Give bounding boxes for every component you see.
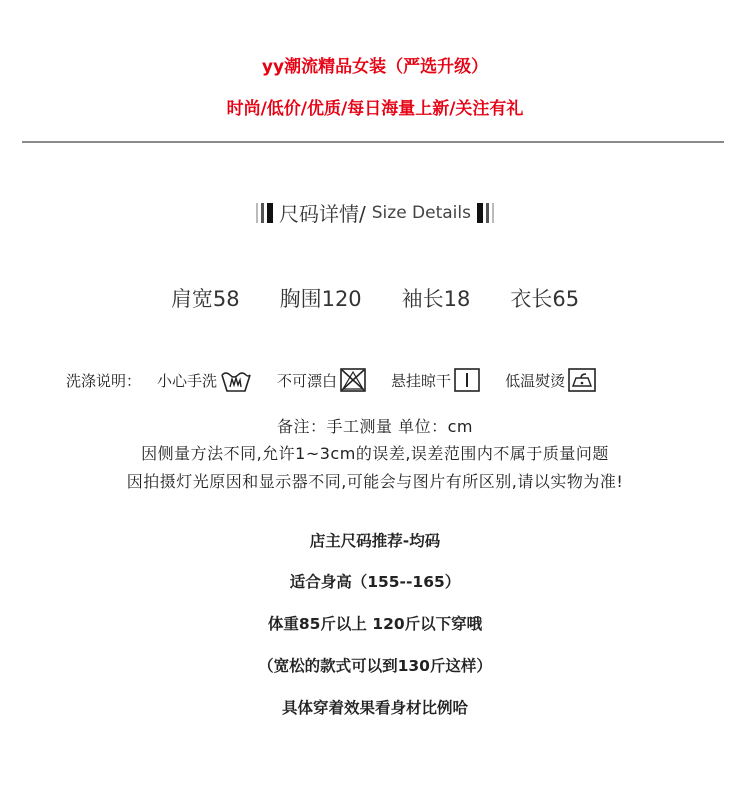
shoulder-width: 肩宽58 <box>170 287 240 311</box>
divider <box>22 141 724 143</box>
recommend-height: 适合身高（155--165） <box>289 573 461 591</box>
care-hang-dry-label: 悬挂晾干 <box>391 371 452 390</box>
left-bars-icon <box>256 203 273 223</box>
note-tolerance: 因侧量方法不同,允许1~3cm的误差,误差范围内不属于质量问题 <box>141 444 609 463</box>
care-hand-wash <box>157 367 253 393</box>
recommend-weight: 体重85斤以上 120斤以下穿哦 <box>267 615 483 633</box>
recommend-fit-note: 具体穿着效果看身材比例哈 <box>281 699 468 717</box>
recommend-loose-fit: （宽松的款式可以到130斤这样） <box>258 657 492 675</box>
size-dimensions <box>0 283 750 313</box>
no-bleach-icon <box>339 367 367 393</box>
care-low-iron-label: 低温熨烫 <box>505 371 566 390</box>
care-hand-wash-label: 小心手洗 <box>157 371 218 390</box>
garment-length: 衣长65 <box>510 287 580 311</box>
care-low-iron <box>505 367 597 393</box>
care-no-bleach-label: 不可漂白 <box>277 371 338 390</box>
store-slogan: 时尚/低价/优质/每日海量上新/关注有礼 <box>226 99 524 119</box>
note-measurement: 备注：手工测量 单位：cm <box>277 417 473 436</box>
size-details-title-en: Size Details <box>371 202 471 223</box>
chest-circumference: 胸围120 <box>279 287 362 311</box>
care-no-bleach <box>277 367 367 393</box>
hand-wash-icon <box>219 367 253 393</box>
store-title: yy潮流精品女装（严选升级） <box>261 57 489 77</box>
care-label: 洗涤说明： <box>66 371 142 390</box>
hang-dry-icon <box>453 367 481 393</box>
note-color-difference: 因拍摄灯光原因和显示器不同,可能会与图片有所区别,请以实物为准! <box>126 472 624 491</box>
size-details-title-cn: 尺码详情/ <box>279 202 366 226</box>
care-instructions <box>66 367 706 393</box>
recommend-size: 店主尺码推荐-均码 <box>309 532 441 550</box>
size-details-heading <box>0 198 750 227</box>
care-hang-dry <box>391 367 481 393</box>
sleeve-length: 袖长18 <box>401 287 471 311</box>
right-bars-icon <box>477 203 494 223</box>
low-iron-icon <box>567 367 597 393</box>
